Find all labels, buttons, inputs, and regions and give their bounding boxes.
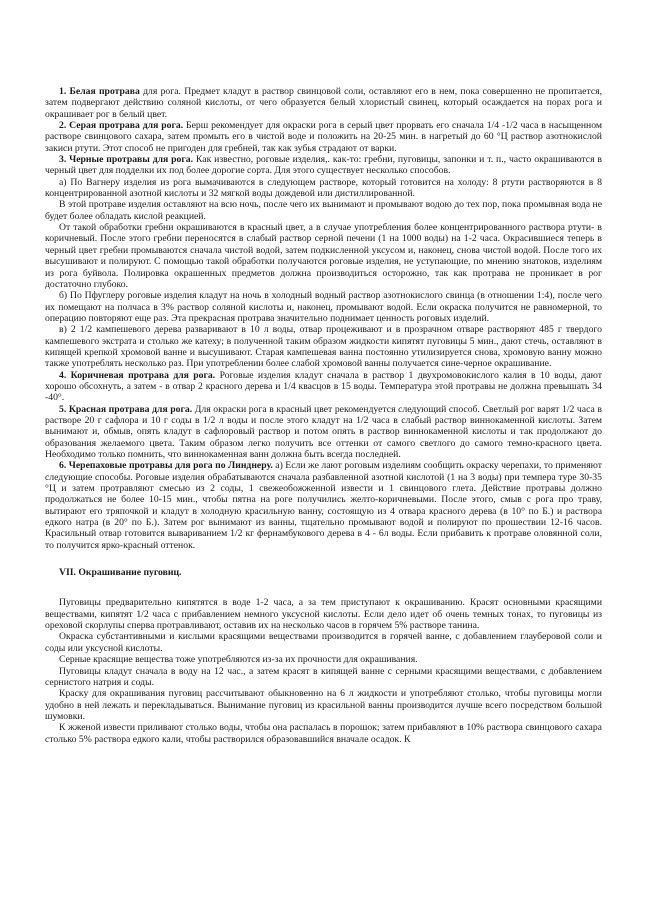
paragraph-lead: 6. Черепаховые протравы для рога по Линднеру. (59, 460, 273, 472)
paragraph-treatment-result (45, 222, 602, 290)
paragraph-lead: 5. Красная протрава для рога. (59, 403, 193, 415)
paragraph-lead: 4. Коричневая протрава для рога. (59, 369, 216, 381)
paragraph-text: а) По Вагнеру изделия из рога вымачиваются в следующем растворе, который готовится на холоду: 8 ртути растворяются в 8 концентрированной азотной кислоты и 32 мягкой воды дождевой или дистиллированной. (45, 176, 602, 200)
paragraph-text: б) По Пфуглеру роговые изделия кладут на ночь в холодный водный раствор азотнокислого свинца (в отношении 1:4), после чего их помещают на полчаса в 3% раствор соляной кислоты и, наконец, промывают водой. Если окраска получится не равномерной, то операцию повторяют еще раз. Эта прекрасная протрава значительно поднимает ценность роговых изделий. (45, 290, 602, 324)
paragraph-text: в) 2 1/2 кампешевого дерева разваривают в 10 л воды, отвар процеживают и в прозрачном отваре растворяют 485 г твердого кампешевого экстрата и столько же катеху; в полученной таким образом жидкости кипятят пуговицы 5 мин., дают стечь, оставляют в кипящей крепкой хромовой ванне и высушивают. Старая кампешевая ванна постоянно утилизируется снова, хромовую ванну можно также употреблять несколько раз. При употреблении более слабой хромовой ванны получается сине-черное окрашивание. (45, 324, 602, 370)
paragraph-substantive-acid-dyes (45, 631, 602, 654)
paragraph-buttons-pre-boil (45, 597, 602, 631)
paragraph-text: Роговые изделия кладут сначала в раствор 1 двухромовокислого калия в 10 воды, дают хорошо обсохнуть, а затем - в отвар 2 красного дерева и 1/4 квасцов в 15 воды. Температура этой протравы не должна превышать 34 -40°. (45, 369, 602, 404)
paragraph-sulfur-dyes (45, 654, 602, 665)
paragraph-text: К жженой извести приливают столько воды, чтобы она распалась в порошок; затем прибавляют в 10% раствора свинцового сахара столько 5% раствора едкого кали, чтобы растворился образовавшийся вначале осадок. К (45, 722, 602, 745)
document-content (45, 86, 602, 745)
paragraph-text: Для окраски рога в красный цвет рекомендуется следующий способ. Светлый рог варят 1/2 часа в растворе 20 г сафлора и 10 г соды в 1/2 л воды и после этого кладут на 1/2 часа в слабый раствор виннокаменной кислоты. Затем вынимают и, обмыв, опять кладут в сафлоровый раствор и потом опять в раствор виннокаменной кислоты и так продолжают до образования желаемого цвета. Таким образом легко получить все оттенки от самого светлого до самого темно-красного цвета. Необходимо только помнить, что виннокаменная ванн должна быть всегда последней. (45, 403, 602, 460)
paragraph-text: для рога. Предмет кладут в раствор свинцовой соли, оставляют его в нем, пока совершенно не пропитается, затем подвергают действию соляной кислоты, от чего образуется белый хлористый свинец, который осаждается на порах рога и окрашивает рог в белый цвет. (45, 86, 603, 120)
paragraph-text: а) Если же лают роговым изделиям сообщить окраску черепахи, то применяют следующие способы. Роговые изделия обрабатываются сначала разбавленной азотной кислотой (1 на 3 воды) при темпера туре 30-35 °Ц и затем протравляют смесью из 2 соды, 1 свежеобожженной извести и 1 свинцового глета. Действие протравы должно продолжаться не более 10-15 мин., чтобы пятна на роге получились желто-коричневыми. После этого, смыв с рога про траву, вытирают его тряпочкой и кладут в холодную красильную ванну, состоящую из 4 отвара красного дерева (в 10° по Б.) и раствора едкого натра (в 20° по Б.). Затем рог вынимают из ванны, тщательно промывают водой и полируют по прошествии 12-16 часов. Красильный отвар готовится вывариванием 1/2 кг фернамбукового дерева в 4 - 6л воды. Если прибавить к протраве оловянной соли, то получится ярко-красный оттенок. (45, 460, 602, 551)
paragraph-text: Пуговицы кладут сначала в воду на 12 час., а затем красят в кипящей ванне с серными красящими веществами, с добавлением сернистого натрия и соды. (45, 665, 602, 688)
paragraph-red-mordant (45, 404, 602, 461)
paragraph-text: Серные красящие вещества тоже употребляются из-за их прочности для окрашивания. (59, 654, 418, 666)
paragraph-soak-overnight (45, 199, 602, 222)
paragraph-text: Краску для окрашивания пуговиц рассчитывают обыкновенно на 6 л жидкости и употребляют столько, чтобы пуговицы могли удобно в ней лежать и перекладываться. Вынимание пуговиц из красильной ванны производится лучше всего посредством большой шумовки. (45, 688, 602, 722)
paragraph-text: Окраска субстантивными и кислыми красящими веществами производится в горячей ванне, с добавлением глауберовой соли и соды или уксусной кислоты. (45, 631, 602, 654)
paragraph-lead: 2. Серая протрава для рога. (59, 120, 184, 132)
paragraph-method-v-logwood (45, 324, 602, 369)
paragraph-text: От такой обработки гребни окрашиваются в красный цвет, а в случае употребления более концентрированного раствора ртути- в коричневый. После этого гребни переносятся в слабый раствор серной печени (1 на 1000 воды) на 1-2 часа. Окрасившиеся теперь в черный цвет гребни промываются сначала чистой водой, затем подкисленной уксусом и, наконец, снова чистой водой. После того их высушивают и полируют. С помощью такой обработки получаются роговые изделия, не уступающие, по мнению знатоков, изделиям из рога буйвола. Полировка окрашенных предметов должна производиться осторожно, так как протрава не проникает в рог достаточно глубоко. (45, 222, 602, 290)
paragraph-method-b-pfugler (45, 290, 602, 324)
paragraph-method-a-wagner (45, 177, 602, 200)
paragraph-brown-mordant (45, 370, 602, 404)
paragraph-white-mordant (45, 86, 602, 120)
paragraph-text: Пуговицы предварительно кипятятся в воде 1-2 часа, а за тем приступают к окрашиванию. Красят основными красящими веществами, кипятят 1/2 часа с прибавлением немного уксусной кислоты. Если дело идет об очень темных тонах, то пуговицы из ореховой скорлупы сперва протравливают, оставив их на несколько часов в горячем 5% растворе танина. (45, 597, 602, 632)
paragraph-black-mordants (45, 154, 602, 177)
paragraph-dye-quantity (45, 688, 602, 722)
section-heading-button-dyeing: VII. Окрашивание пуговиц. (59, 567, 182, 579)
paragraph-buttons-soak-dye (45, 666, 602, 689)
paragraph-text: Как известно, роговые изделия,. как-то: гребни, пуговицы, запонки и т. п., часто окрашиваются в черный цвет для подделки их под более дорогие сорта. Для этого существует несколько способов. (45, 154, 602, 177)
paragraph-text: Берш рекомендует для окраски рога в серый цвет прорвать его сначала 1/4 -1/2 часа в насыщенном растворе свинцового сахара, затем промыть его в чистой воде и положить на 20-25 мин. в нагретый до 60 °Ц раствор азотнокислой закиси ртути. Этот способ не пригоден для гребней, так как зубья страдают от варки. (45, 120, 602, 154)
paragraph-lead: 1. Белая протрава (59, 86, 140, 97)
paragraph-quicklime-solution (45, 722, 602, 745)
paragraph-gray-mordant (45, 120, 602, 154)
paragraph-tortoiseshell-mordants (45, 460, 602, 551)
paragraph-lead: 3. Черные протравы для рога. (59, 154, 194, 166)
paragraph-text: В этой протраве изделия оставляют на всю ночь, после чего их вынимают и промывают водою до тех пор, пока промывная вода не будет более обладать кислой реакцией. (45, 199, 602, 222)
